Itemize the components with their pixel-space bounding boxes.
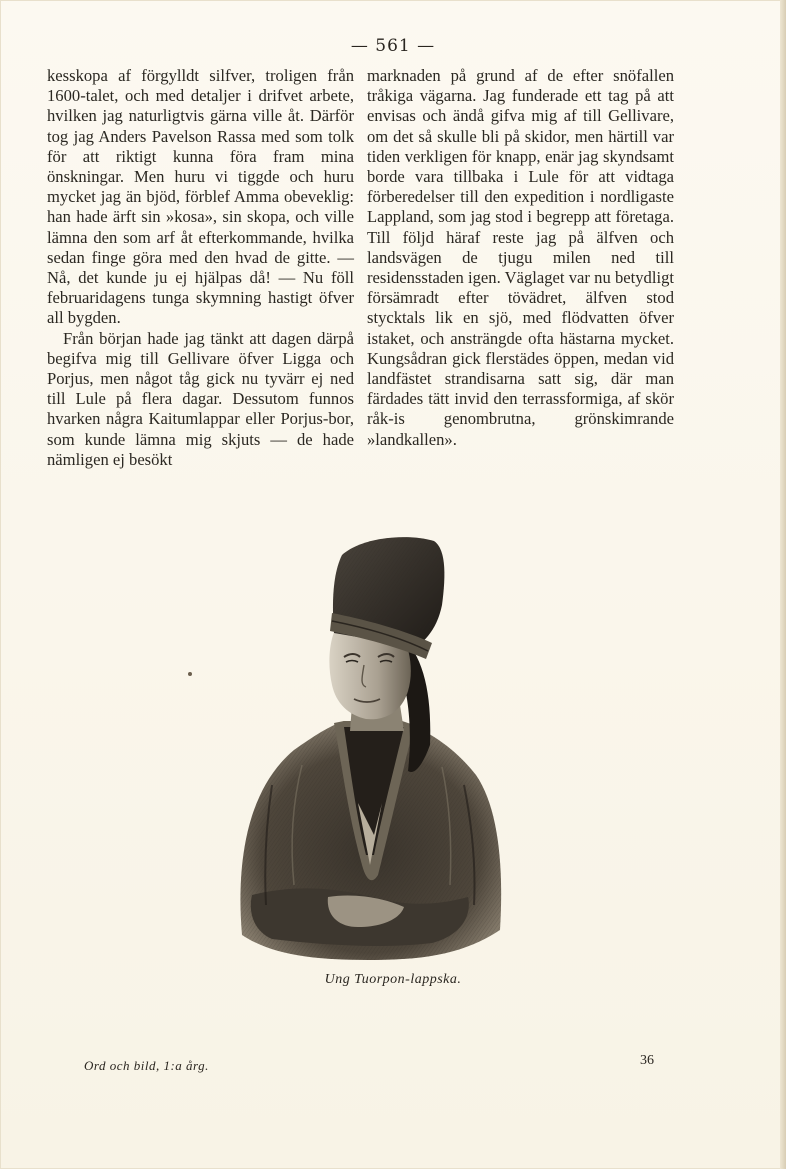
signature-mark: 36: [640, 1053, 654, 1068]
portrait-engraving: [232, 535, 504, 960]
left-text-column: [47, 66, 354, 470]
paragraph: kesskopa af förgylldt silfver, troligen från 1600-talet, och med detaljer i drifvet arbete, hvilken jag naturligtvis gärna ville åt. Därför tog jag Anders Pavelson Rassa med som tolk för att riktigt kunna föra fram mina önskningar. Men huru vi tiggde och huru mycket jag än bjöd, förblef Amma obeveklig: han hade ärft sin »kosa», sin skopa, och ville lämna den som arf åt efterkommande, hvilka sedan finge göra med den hvad de gitte. — Nå, det kunde ju ej hjälpas då! — Nu föll februaridagens tunga skymning hastigt öfver all bygden.: [47, 66, 354, 328]
ink-speck: [188, 672, 192, 676]
paragraph: marknaden på grund af de efter snöfallen tråkiga vägarna. Jag funderade ett tag på att envisas och ändå gifva mig af till Gellivare, om det så skulle bli på skidor, men härtill var tiden verkligen för knapp, enär jag skyndsamt borde vara tillbaka i Lule för att vidtaga förberedelser till den expedition i nordligaste Lappland, som jag stod i begrepp att företaga. Till följd häraf reste jag på älfven och landsvägen de tjugu milen ned till residensstaden igen. Väglaget var nu betydligt försämradt efter tövädret, älfven stod stycktals lik en sjö, med flödvatten öfver istaket, och ansträngde ofta hästarna mycket. Kungsådran gick flerstädes öppen, medan vid landfästet strandisarna satt sig, där man färdades tätt invid den terrassformiga, af skör råk-is genombrutna, grönskimrande »landkallen».: [367, 66, 674, 449]
right-text-column: [367, 66, 674, 450]
paragraph: Från början hade jag tänkt att dagen därpå begifva mig till Gellivare öfver Ligga och Porjus, men något tåg gick nu tyvärr ej ned till Lule på flera dagar. Dessutom funnos hvarken några Kaitumlappar eller Porjus-bor, som kunde lämna mig skjuts — de hade nämligen ej besökt: [47, 328, 354, 469]
figure-caption: Ung Tuorpon-lappska.: [324, 972, 462, 987]
page-edge: [780, 0, 786, 1169]
portrait-illustration: [232, 535, 504, 960]
publication-footer: Ord och bild, 1:a årg.: [84, 1058, 209, 1073]
page-number: — 561 —: [350, 36, 436, 56]
